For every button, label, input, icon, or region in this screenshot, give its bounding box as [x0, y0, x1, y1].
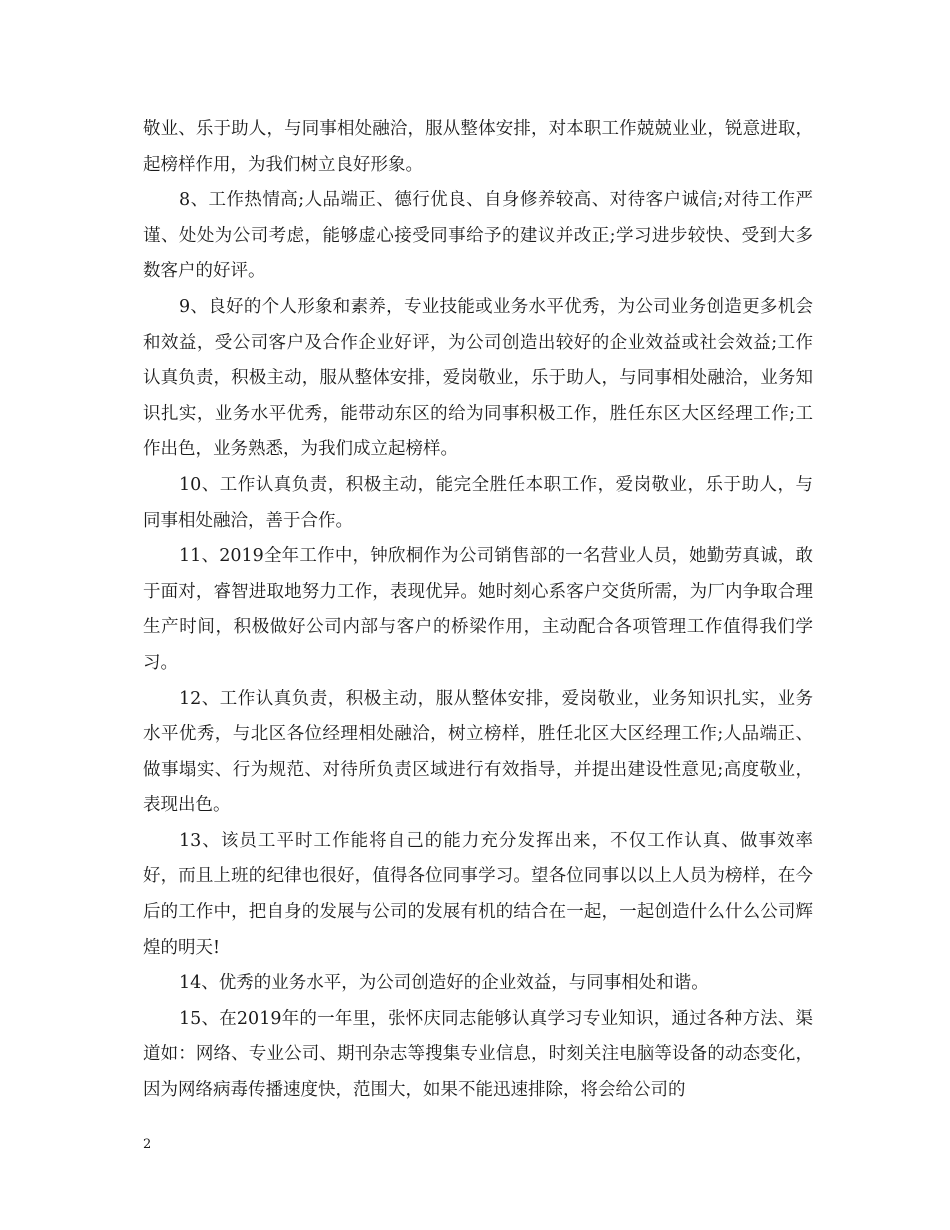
- paragraph-item-13: 13、该员工平时工作能将自己的能力充分发挥出来，不仅工作认真、做事效率好，而且上班的纪律也很好，值得各位同事学习。望各位同事以以上人员为榜样，在今后的工作中，把自身的发展与公司的发展有机的结合在一起，一起创造什么什么公司辉煌的明天!: [143, 830, 813, 958]
- paragraph-item-15: 15、在2019年的一年里，张怀庆同志能够认真学习专业知识，通过各种方法、渠道如：网络、专业公司、期刊杂志等搜集专业信息，时刻关注电脑等设备的动态变化，因为网络病毒传播速度快，范围大，如果不能迅速排除，将会给公司的: [143, 1008, 813, 1101]
- paragraph-item-10: 10、工作认真负责，积极主动，能完全胜任本职工作，爱岗敬业，乐于助人，与同事相处融洽，善于合作。: [143, 474, 813, 531]
- page-number: 2: [143, 1137, 152, 1152]
- paragraph-item-14: 14、优秀的业务水平，为公司创造好的企业效益，与同事相处和谐。: [179, 973, 709, 994]
- paragraph-item-9: 9、良好的个人形象和素养，专业技能或业务水平优秀，为公司业务创造更多机会和效益，受公司客户及合作企业好评，为公司创造出较好的企业效益或社会效益;工作认真负责，积极主动，服从整体安排，爱岗敬业，乐于助人，与同事相处融洽，业务知识扎实，业务水平优秀，能带动东区的给为同事积极工作，胜任东区大区经理工作;工作出色，业务熟悉，为我们成立起榜样。: [143, 296, 813, 460]
- paragraph-continuation: 敬业、乐于助人，与同事相处融洽，服从整体安排，对本职工作兢兢业业，锐意进取，起榜样作用，为我们树立良好形象。: [143, 119, 813, 175]
- paragraph-item-12: 12、工作认真负责，积极主动，服从整体安排，爱岗敬业，业务知识扎实，业务水平优秀，与北区各位经理相处融洽，树立榜样，胜任北区大区经理工作;人品端正、做事塌实、行为规范、对待所负责区域进行有效指导，并提出建设性意见;高度敬业，表现出色。: [143, 688, 813, 816]
- paragraph-item-11: 11、2019全年工作中，钟欣桐作为公司销售部的一名营业人员，她勤劳真诚，敢于面对，睿智进取地努力工作，表现优异。她时刻心系客户交货所需，为厂内争取合理生产时间，积极做好公司内部与客户的桥梁作用，主动配合各项管理工作值得我们学习。: [143, 546, 813, 673]
- document-body: [143, 112, 813, 1109]
- paragraph-item-8: 8、工作热情高;人品端正、德行优良、自身修养较高、对待客户诚信;对待工作严谨、处处为公司考虑，能够虚心接受同事给予的建议并改正;学习进步较快、受到大多数客户的好评。: [143, 190, 813, 282]
